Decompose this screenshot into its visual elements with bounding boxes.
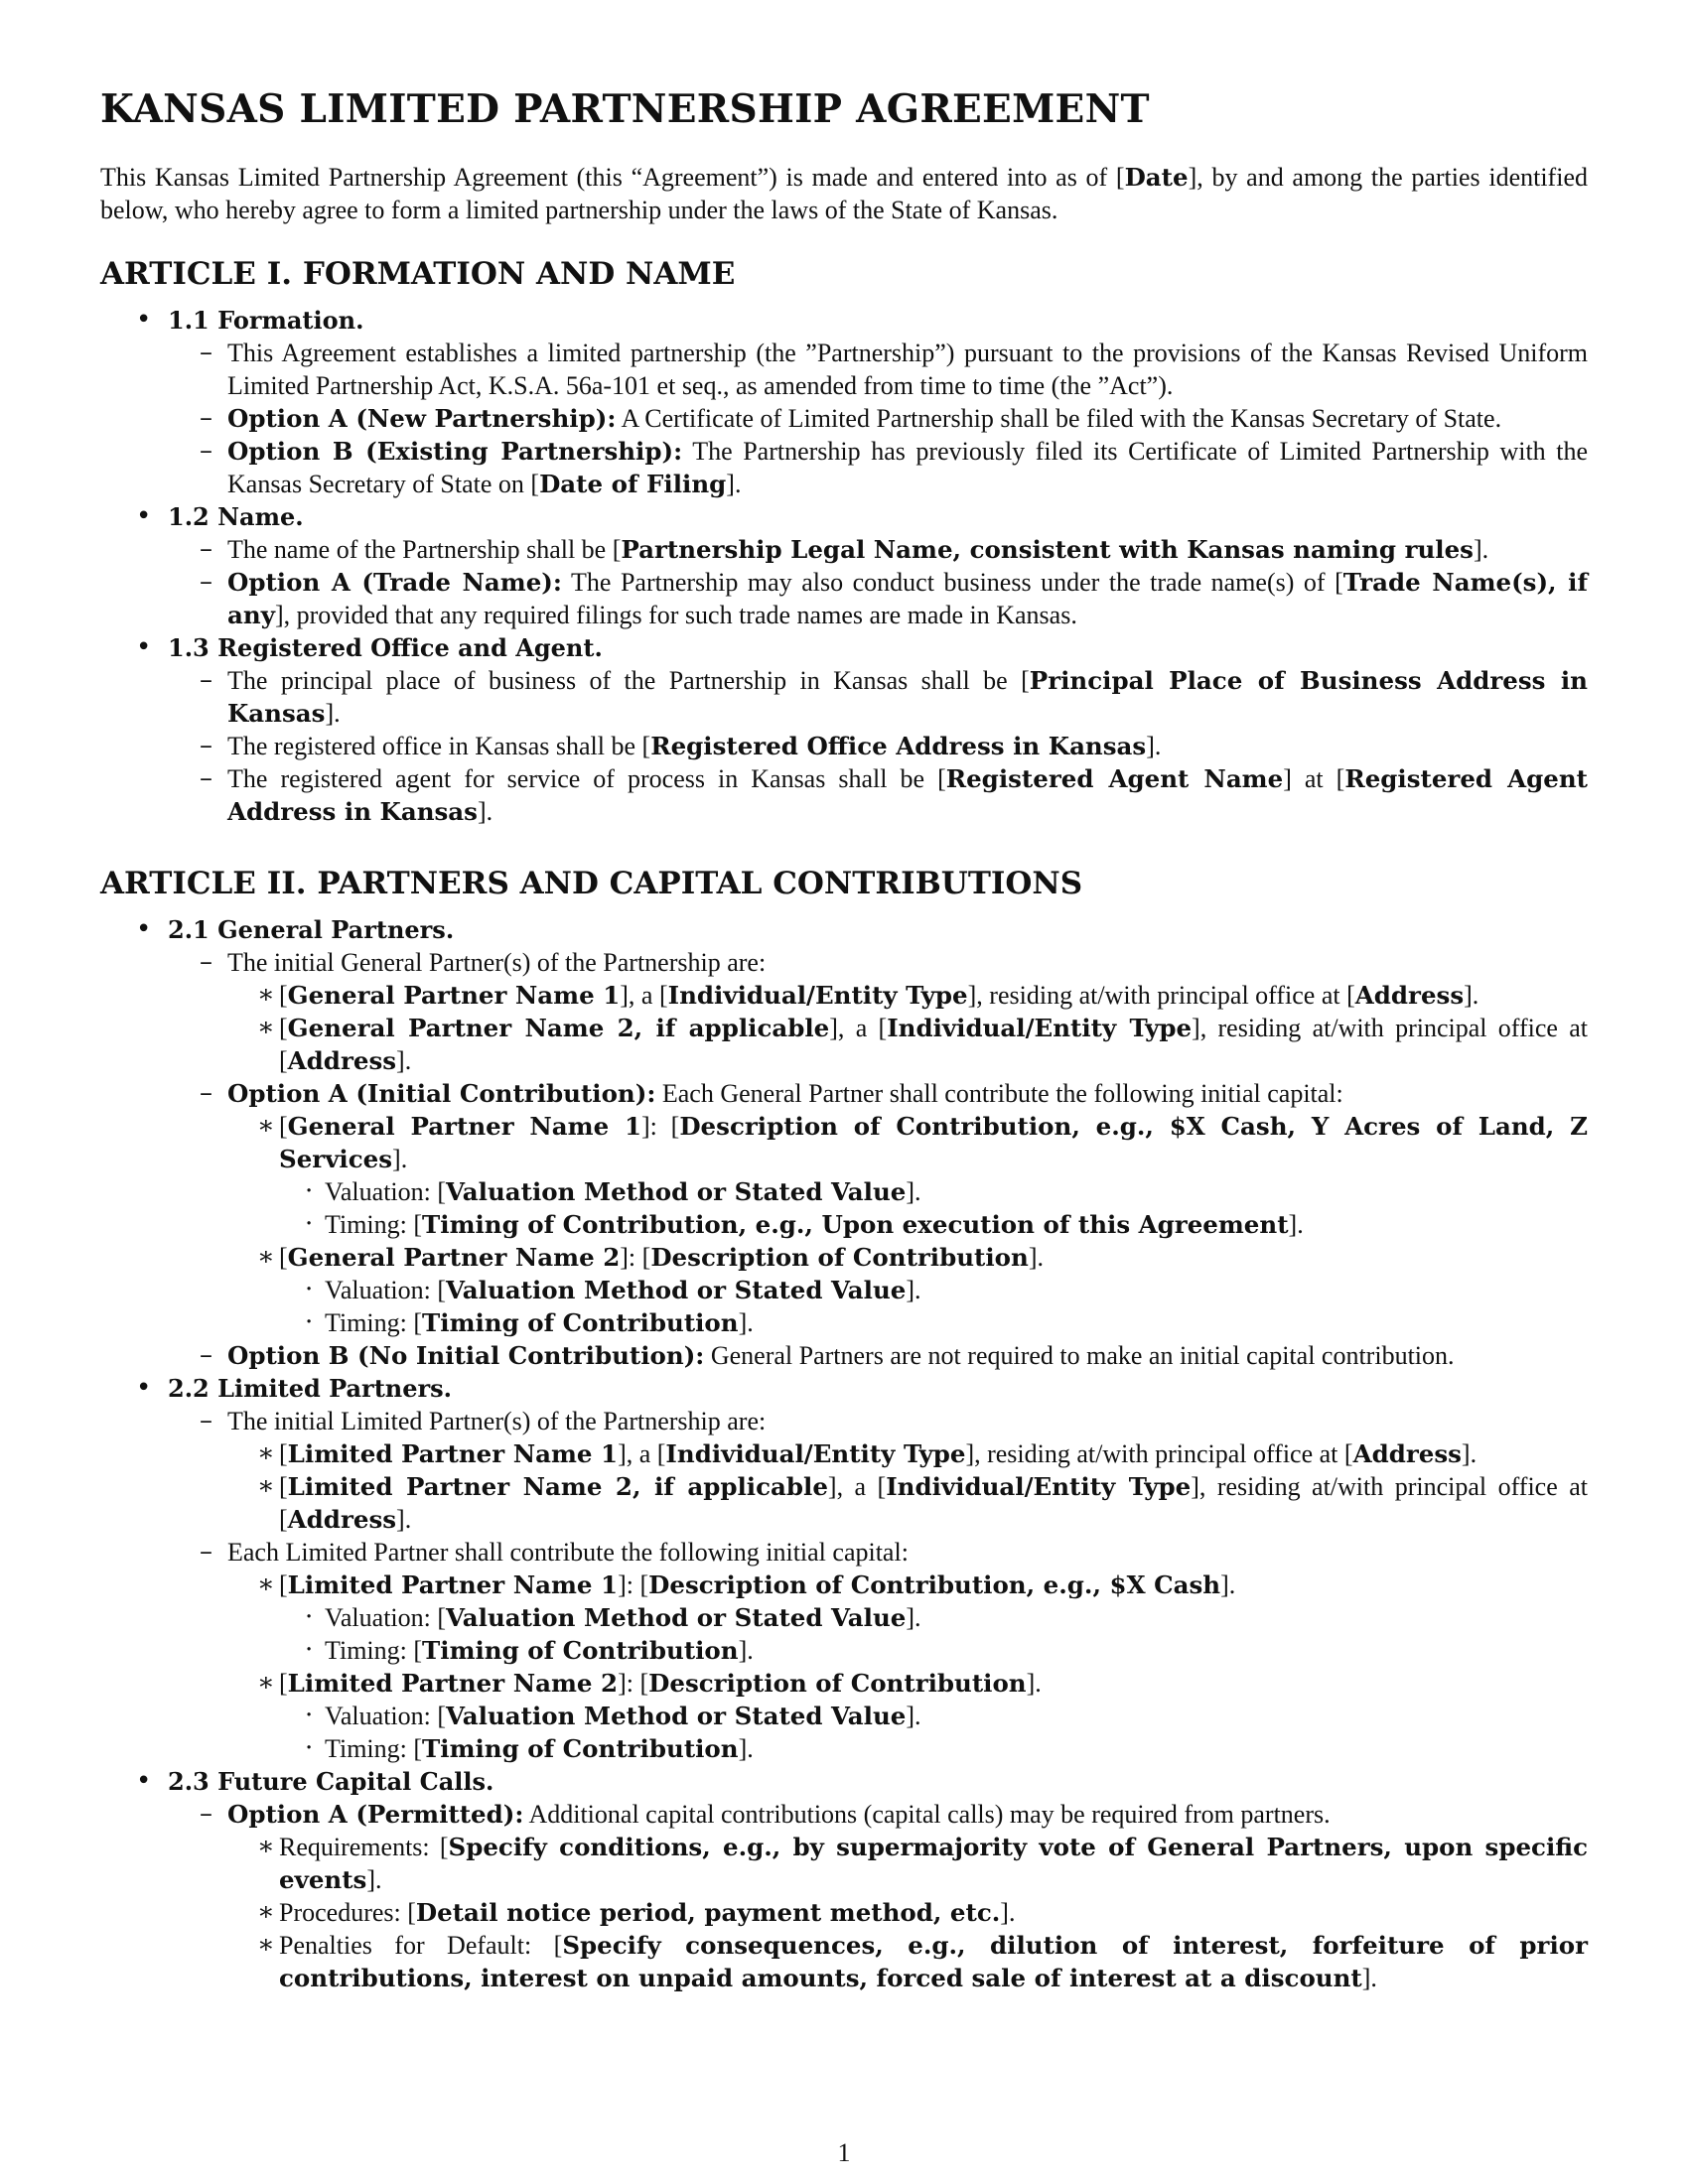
subclause-list (227, 1110, 1588, 1339)
clause-item (168, 1405, 1588, 1536)
bold-placeholder: Option A (Trade Name): (227, 568, 562, 597)
text-run: A Certificate of Limited Partnership shall be filed with the Kansas Secretary of State. (616, 404, 1502, 433)
clause-text (227, 764, 1588, 826)
text-run: ]. (1000, 1898, 1016, 1927)
text-run: The registered office in Kansas shall be [ (227, 732, 651, 760)
subclause-item (257, 1929, 1589, 1994)
bullet-icon: • (136, 305, 152, 335)
bold-placeholder: Valuation Method or Stated Value (446, 1702, 907, 1730)
clause-text (227, 1407, 766, 1435)
section-heading: 2.1 General Partners. (168, 915, 455, 944)
asterisk-icon: ∗ (257, 980, 275, 1010)
clause-list (168, 533, 1588, 631)
subclause-item (257, 1110, 1589, 1241)
section-list (100, 913, 1588, 1994)
section-heading: 1.2 Name. (168, 502, 304, 531)
text-run: ], residing at/with principal office at [ (967, 981, 1355, 1010)
text-run: Each General Partner shall contribute the following initial capital: (655, 1079, 1343, 1108)
intro-date-placeholder: Date (1124, 163, 1189, 192)
text-run: Valuation: [ (325, 1276, 447, 1304)
text-run: ]. (1028, 1243, 1044, 1272)
subclause-item (257, 1437, 1588, 1470)
dot-icon: · (305, 1209, 314, 1239)
clause-text (227, 339, 1588, 400)
subclause-item (257, 979, 1588, 1012)
bold-placeholder: General Partner Name 1 (287, 981, 621, 1010)
detail-item (305, 1274, 1588, 1306)
bold-placeholder: Limited Partner Name 2, if applicable (287, 1472, 828, 1501)
text-run: ]. (366, 1865, 382, 1894)
text-run: ], a [ (827, 1472, 887, 1501)
detail-item (305, 1601, 1588, 1634)
subclause-text (279, 1112, 1588, 1173)
subclause-text (279, 1243, 1044, 1272)
bold-placeholder: Specify conditions, e.g., by supermajority vote of General Partners, upon specific events (279, 1833, 1588, 1894)
dot-icon: · (305, 1701, 314, 1730)
text-run: Valuation: [ (325, 1603, 447, 1632)
dash-icon: – (200, 665, 212, 695)
text-run: ]. (325, 699, 341, 728)
bold-placeholder: Individual/Entity Type (667, 981, 968, 1010)
bold-placeholder: Option A (Initial Contribution): (227, 1079, 656, 1108)
dot-icon: · (305, 1733, 314, 1763)
bold-placeholder: Date of Filing (539, 470, 727, 498)
bold-placeholder: Individual/Entity Type (665, 1439, 966, 1468)
bold-placeholder: Address (287, 1505, 397, 1534)
bold-placeholder: Valuation Method or Stated Value (446, 1603, 907, 1632)
bold-placeholder: Address (287, 1046, 397, 1075)
text-run: [ (279, 1669, 288, 1698)
dash-icon: – (200, 567, 212, 597)
bold-placeholder: Description of Contribution, e.g., $X Cash, Y Acres of Land, Z Services (279, 1112, 1589, 1173)
clause-item (168, 1798, 1588, 1994)
subclause-text (279, 1472, 1588, 1534)
bold-placeholder: Address (1352, 1439, 1462, 1468)
clause-item (168, 337, 1588, 402)
clause-list (168, 946, 1588, 1372)
clause-text (227, 568, 1588, 629)
text-run: ]. (392, 1145, 408, 1173)
bold-placeholder: Principal Place of Business Address in Kansas (227, 666, 1588, 728)
dot-icon: · (305, 1307, 314, 1337)
document-title: KANSAS LIMITED PARTNERSHIP AGREEMENT (100, 86, 1150, 132)
text-run: ], residing at/with principal office at [ (965, 1439, 1353, 1468)
clause-item (168, 1077, 1588, 1339)
clause-item (168, 664, 1588, 730)
text-run: [ (279, 1570, 288, 1599)
subclause-item (257, 1012, 1588, 1077)
subclause-text (279, 1669, 1042, 1698)
clause-text (227, 535, 1488, 564)
bold-placeholder: Timing of Contribution (422, 1636, 739, 1665)
text-run: ], residing at/with principal office at [ (279, 1014, 1588, 1075)
subclause-item (257, 1667, 1588, 1765)
detail-text (325, 1734, 754, 1763)
clause-item (168, 402, 1588, 435)
text-run: Valuation: [ (325, 1177, 447, 1206)
subclause-text (279, 1439, 1477, 1468)
bullet-icon: • (136, 1373, 152, 1403)
clause-text (227, 732, 1161, 760)
text-run: [ (279, 981, 288, 1010)
bullet-icon: • (136, 501, 152, 531)
clause-text (227, 1341, 1455, 1370)
bold-placeholder: Option A (Permitted): (227, 1800, 524, 1829)
asterisk-icon: ∗ (257, 1242, 275, 1272)
bold-placeholder: Option B (Existing Partnership): (227, 437, 683, 466)
subclause-item (257, 1896, 1588, 1929)
bold-placeholder: Individual/Entity Type (886, 1472, 1192, 1501)
section-item (100, 913, 1588, 1372)
text-run: The name of the Partnership shall be [ (227, 535, 622, 564)
text-run: ]. (726, 470, 742, 498)
subclause-text (279, 1014, 1588, 1075)
bold-placeholder: Detail notice period, payment method, etc. (415, 1898, 1001, 1927)
text-run: ]. (1288, 1210, 1304, 1239)
section-heading: 2.3 Future Capital Calls. (168, 1767, 494, 1796)
clause-list (168, 1405, 1588, 1765)
asterisk-icon: ∗ (257, 1471, 275, 1501)
bold-placeholder: Registered Agent Address in Kansas (227, 764, 1588, 826)
clause-text (227, 1538, 909, 1567)
bold-placeholder: Limited Partner Name 1 (287, 1570, 619, 1599)
section-heading: 1.3 Registered Office and Agent. (168, 633, 603, 662)
dash-icon: – (200, 436, 212, 466)
bold-placeholder: Description of Contribution (650, 1243, 1029, 1272)
text-run: General Partners are not required to make an initial capital contribution. (704, 1341, 1455, 1370)
detail-item (305, 1306, 1588, 1339)
clause-item (168, 762, 1588, 828)
bold-placeholder: Specify consequences, e.g., dilution of interest, forfeiture of prior contributions, interest on unpaid amounts, forced sale of interest at a discount (279, 1931, 1589, 1992)
section-heading: 1.1 Formation. (168, 306, 364, 335)
text-run: Timing: [ (325, 1734, 423, 1763)
dash-icon: – (200, 1537, 212, 1567)
text-run: Penalties for Default: [ (279, 1931, 563, 1960)
text-run: This Agreement establishes a limited partnership (the ”Partnership”) pursuant to the provisions of the Kansas Revised Uniform Limited Partnership Act, K.S.A. 56a-101 et seq., as amended from time to time (the ”Act”). (227, 339, 1588, 400)
asterisk-icon: ∗ (257, 1897, 275, 1927)
detail-list (279, 1601, 1588, 1667)
dash-icon: – (200, 403, 212, 433)
text-run: ]. (906, 1177, 921, 1206)
section-item (100, 631, 1588, 828)
clause-item (168, 1536, 1588, 1765)
clause-text (227, 437, 1588, 498)
bold-placeholder: Registered Office Address in Kansas (650, 732, 1147, 760)
detail-text (325, 1603, 921, 1632)
text-run: ]. (1461, 1439, 1477, 1468)
text-run: ], provided that any required filings for such trade names are made in Kansas. (274, 601, 1077, 629)
detail-text (325, 1636, 754, 1665)
dot-icon: · (305, 1602, 314, 1632)
bullet-icon: • (136, 632, 152, 662)
text-run: The Partnership has previously filed its Certificate of Limited Partnership with the Kansas Secretary of State on [ (227, 437, 1588, 498)
bold-placeholder: Valuation Method or Stated Value (446, 1276, 907, 1304)
bold-placeholder: Description of Contribution, e.g., $X Cash (648, 1570, 1221, 1599)
subclause-item (257, 1831, 1588, 1896)
text-run: The initial General Partner(s) of the Partnership are: (227, 948, 767, 977)
text-run: ]: [ (618, 1570, 649, 1599)
text-run: ], a [ (620, 981, 668, 1010)
text-run: ]. (906, 1702, 921, 1730)
detail-item (305, 1208, 1588, 1241)
subclause-item (257, 1569, 1588, 1667)
subclause-text (279, 981, 1478, 1010)
clause-text (227, 1800, 1331, 1829)
detail-item (305, 1175, 1588, 1208)
subclause-list (227, 1569, 1588, 1765)
detail-item (305, 1732, 1588, 1765)
text-run: ], a [ (618, 1439, 666, 1468)
text-run: ]. (1146, 732, 1162, 760)
text-run: [ (279, 1439, 288, 1468)
section-item (100, 1765, 1588, 1994)
text-run: ]. (906, 1603, 921, 1632)
text-run: Valuation: [ (325, 1702, 447, 1730)
bullet-icon: • (136, 1766, 152, 1796)
dash-icon: – (200, 763, 212, 793)
text-run: ]: [ (641, 1112, 680, 1141)
detail-text (325, 1177, 921, 1206)
asterisk-icon: ∗ (257, 1111, 275, 1141)
subclause-item (257, 1470, 1588, 1536)
text-run: ]. (396, 1046, 412, 1075)
bold-placeholder: Option A (New Partnership): (227, 404, 617, 433)
asterisk-icon: ∗ (257, 1570, 275, 1599)
detail-item (305, 1634, 1588, 1667)
text-run: ], a [ (829, 1014, 888, 1042)
text-run: [ (279, 1112, 288, 1141)
text-run: The Partnership may also conduct business under the trade name(s) of [ (561, 568, 1343, 597)
clause-item (168, 730, 1588, 762)
detail-text (325, 1210, 1304, 1239)
detail-list (279, 1175, 1588, 1241)
text-run: Requirements: [ (279, 1833, 449, 1861)
bold-placeholder: Address (1354, 981, 1465, 1010)
articles-container (100, 254, 1588, 1994)
text-run: ], residing at/with principal office at [ (279, 1472, 1588, 1534)
bold-placeholder: Timing of Contribution (422, 1734, 739, 1763)
text-run: [ (279, 1472, 288, 1501)
clause-item (168, 435, 1588, 500)
clause-list (168, 664, 1588, 828)
asterisk-icon: ∗ (257, 1668, 275, 1698)
text-run: Additional capital contributions (capital calls) may be required from partners. (523, 1800, 1331, 1829)
intro-text-before: This Kansas Limited Partnership Agreement (this “Agreement”) is made and entered into as of [ (100, 163, 1125, 192)
text-run: The registered agent for service of process in Kansas shall be [ (227, 764, 946, 793)
text-run: ]. (738, 1308, 754, 1337)
article-heading: ARTICLE II. PARTNERS AND CAPITAL CONTRIBUTIONS (100, 866, 1083, 901)
bold-placeholder: Timing of Contribution, e.g., Upon execution of this Agreement (422, 1210, 1289, 1239)
asterisk-icon: ∗ (257, 1013, 275, 1042)
bold-placeholder: Partnership Legal Name, consistent with Kansas naming rules (621, 535, 1474, 564)
dot-icon: · (305, 1635, 314, 1665)
bold-placeholder: Registered Agent Name (945, 764, 1284, 793)
dash-icon: – (200, 947, 212, 977)
section-item (100, 500, 1588, 631)
detail-text (325, 1276, 921, 1304)
bold-placeholder: General Partner Name 2 (287, 1243, 621, 1272)
text-run: ]. (738, 1734, 754, 1763)
text-run: ]. (1026, 1669, 1042, 1698)
asterisk-icon: ∗ (257, 1832, 275, 1861)
asterisk-icon: ∗ (257, 1930, 275, 1960)
detail-text (325, 1702, 921, 1730)
text-run: Each Limited Partner shall contribute the following initial capital: (227, 1538, 909, 1567)
bold-placeholder: Trade Name(s), if any (227, 568, 1588, 629)
text-run: ]. (738, 1636, 754, 1665)
bullet-icon: • (136, 914, 152, 944)
subclause-text (279, 1833, 1588, 1894)
subclause-list (227, 1831, 1588, 1994)
asterisk-icon: ∗ (257, 1438, 275, 1468)
bold-placeholder: Valuation Method or Stated Value (446, 1177, 907, 1206)
bold-placeholder: Limited Partner Name 2 (287, 1669, 619, 1698)
section-item (100, 1372, 1588, 1765)
dash-icon: – (200, 1078, 212, 1108)
text-run: ]: [ (620, 1243, 651, 1272)
bold-placeholder: Individual/Entity Type (887, 1014, 1193, 1042)
dot-icon: · (305, 1275, 314, 1304)
section-item (100, 304, 1588, 500)
section-list (100, 304, 1588, 828)
text-run: [ (279, 1243, 288, 1272)
dash-icon: – (200, 1406, 212, 1435)
clause-item (168, 1339, 1588, 1372)
subclause-item (257, 1241, 1588, 1339)
detail-list (279, 1274, 1588, 1339)
bold-placeholder: Limited Partner Name 1 (287, 1439, 619, 1468)
bold-placeholder: Timing of Contribution (422, 1308, 739, 1337)
text-run: ]. (906, 1276, 921, 1304)
dash-icon: – (200, 1799, 212, 1829)
section-heading: 2.2 Limited Partners. (168, 1374, 453, 1403)
subclause-text (279, 1570, 1235, 1599)
clause-item (168, 946, 1588, 1077)
text-run: ]. (1220, 1570, 1236, 1599)
clause-list (168, 1798, 1588, 1994)
text-run: ]: [ (618, 1669, 649, 1698)
text-run: ]. (396, 1505, 412, 1534)
detail-list (279, 1700, 1588, 1765)
subclause-text (279, 1898, 1015, 1927)
bold-placeholder: Option B (No Initial Contribution): (227, 1341, 705, 1370)
clause-text (227, 1079, 1343, 1108)
text-run: The initial Limited Partner(s) of the Partnership are: (227, 1407, 767, 1435)
detail-item (305, 1700, 1588, 1732)
dash-icon: – (200, 1340, 212, 1370)
text-run: [ (279, 1014, 288, 1042)
clause-list (168, 337, 1588, 500)
article-heading: ARTICLE I. FORMATION AND NAME (100, 256, 736, 292)
clause-item (168, 533, 1588, 566)
bold-placeholder: General Partner Name 2, if applicable (287, 1014, 830, 1042)
text-run: The principal place of business of the Partnership in Kansas shall be [ (227, 666, 1030, 695)
clause-text (227, 948, 766, 977)
bold-placeholder: Description of Contribution (648, 1669, 1027, 1698)
text-run: ]. (1473, 535, 1489, 564)
text-run: Procedures: [ (279, 1898, 416, 1927)
document-page (100, 87, 1588, 1994)
clause-text (227, 404, 1501, 433)
dash-icon: – (200, 534, 212, 564)
subclause-list (227, 979, 1588, 1077)
text-run: ]. (1361, 1964, 1377, 1992)
bold-placeholder: General Partner Name 1 (287, 1112, 642, 1141)
text-run: ]. (477, 797, 493, 826)
dash-icon: – (200, 338, 212, 367)
subclause-list (227, 1437, 1588, 1536)
intro-text-after: ], by and among the parties identified below, who hereby agree to form a limited partnership under the laws of the State of Kansas. (100, 163, 1588, 224)
clause-item (168, 566, 1588, 631)
text-run: ]. (1464, 981, 1479, 1010)
text-run: Timing: [ (325, 1210, 423, 1239)
detail-text (325, 1308, 754, 1337)
text-run: Timing: [ (325, 1308, 423, 1337)
dot-icon: · (305, 1176, 314, 1206)
text-run: Timing: [ (325, 1636, 423, 1665)
clause-text (227, 666, 1588, 728)
text-run: ] at [ (1283, 764, 1345, 793)
intro-paragraph (100, 161, 1588, 226)
subclause-text (279, 1931, 1588, 1992)
dash-icon: – (200, 731, 212, 760)
page-number: 1 (837, 2138, 851, 2167)
